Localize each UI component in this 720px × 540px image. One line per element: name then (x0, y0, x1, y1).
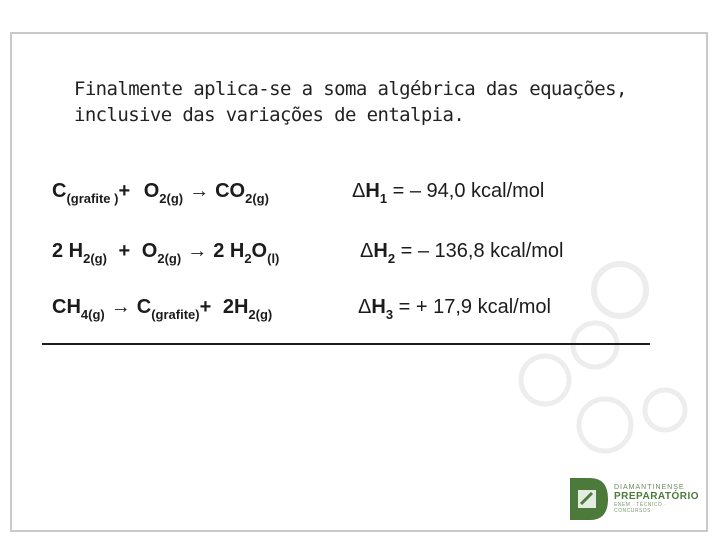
enthalpy-label: H (371, 296, 386, 318)
lightbulb-watermark-icon (521, 356, 569, 404)
delta-icon: Δ (360, 240, 374, 262)
formula-text: C (136, 296, 152, 318)
formula-text: C (52, 180, 67, 202)
sum-divider-line (42, 343, 650, 345)
enthalpy-label: H (365, 180, 380, 202)
equation-row-1 (52, 180, 672, 220)
formula-text: 2H (222, 296, 249, 318)
intro-line-2: inclusive das variações de entalpia. (74, 104, 465, 126)
formula-subscript: (grafite ) (66, 191, 119, 206)
formula-subscript: 4(g) (80, 307, 105, 322)
enthalpy-subscript: 3 (385, 307, 394, 322)
formula-text: O (141, 240, 158, 262)
enthalpy-subscript: 1 (379, 191, 388, 206)
arrow-right-icon: → (110, 296, 131, 318)
enthalpy-value: = – 136,8 kcal/mol (400, 240, 564, 262)
formula-text: + (118, 180, 136, 202)
arrow-right-icon: → (187, 240, 208, 262)
formula-subscript: 2(g) (83, 251, 107, 266)
formula-text: 2 H (52, 240, 84, 262)
logo-main-text: PREPARATÓRIO (614, 491, 700, 502)
logo-text (614, 484, 699, 514)
formula-subscript: 2(g) (248, 307, 273, 322)
delta-icon: Δ (352, 180, 366, 202)
equation-row-3 (52, 296, 672, 336)
brand-logo (568, 476, 698, 522)
enthalpy-value: = – 94,0 kcal/mol (392, 180, 545, 202)
enthalpy-1 (352, 180, 544, 206)
graduation-cap-watermark-icon (579, 399, 631, 451)
intro-text (74, 76, 694, 128)
logo-top-text: DIAMANTINENSE (614, 484, 685, 491)
flask-watermark-icon (645, 390, 685, 430)
formula-subscript: (l) (267, 251, 280, 266)
delta-icon: Δ (358, 296, 372, 318)
formula-text: CH (52, 296, 81, 318)
formula-subscript: 2 (244, 251, 252, 266)
enthalpy-2 (360, 240, 563, 266)
equation-row-2 (52, 240, 672, 280)
formula-subscript: 2(g) (245, 191, 269, 206)
formula-subscript: 2(g) (157, 251, 182, 266)
enthalpy-subscript: 2 (387, 251, 396, 266)
formula-text: O (143, 180, 160, 202)
equation-3-reaction (52, 296, 272, 322)
formula-text: O (251, 240, 268, 262)
intro-line-1: Finalmente aplica-se a soma algébrica das equações, (74, 78, 627, 100)
arrow-right-icon: → (189, 180, 210, 202)
formula-text: + (118, 240, 136, 262)
formula-subscript: (grafite) (151, 307, 200, 322)
logo-bottom-text: ENEM · TÉCNICO · CONCURSOS (614, 502, 667, 514)
formula-text: + (199, 296, 217, 318)
equation-2-reaction (52, 240, 279, 266)
enthalpy-3 (358, 296, 551, 322)
enthalpy-label: H (373, 240, 388, 262)
formula-subscript: 2(g) (159, 191, 184, 206)
formula-text: CO (215, 180, 246, 202)
equation-1-reaction (52, 180, 269, 206)
enthalpy-value: = + 17,9 kcal/mol (398, 296, 551, 318)
formula-text: 2 H (213, 240, 245, 262)
logo-mark-icon (568, 476, 610, 522)
